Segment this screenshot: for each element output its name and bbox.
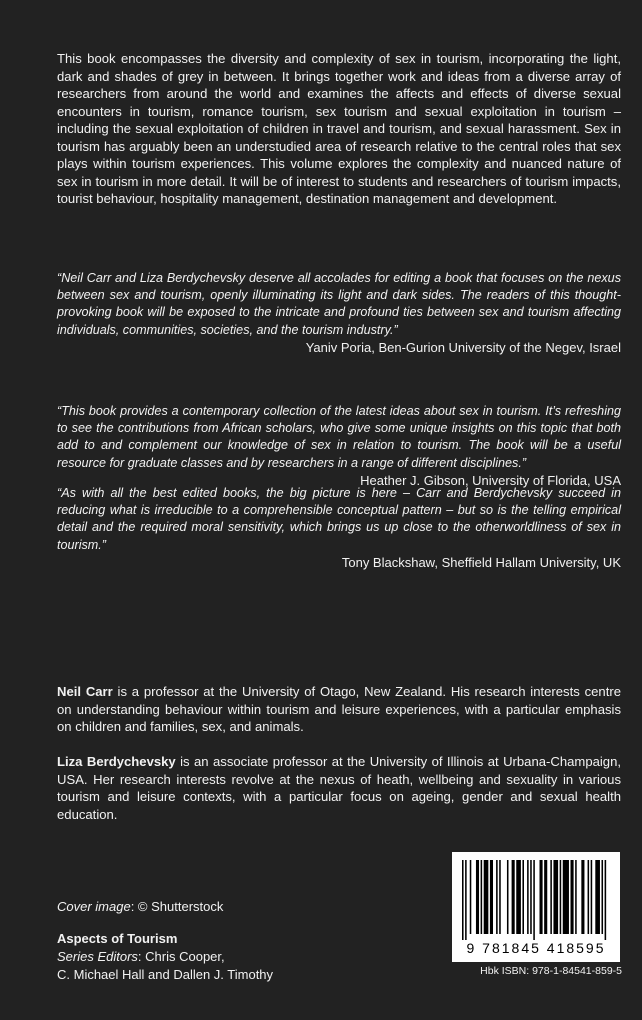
editor-bio-2 xyxy=(57,753,621,823)
editor-bio-1 xyxy=(57,683,621,736)
series-editors-line1: : Chris Cooper, xyxy=(137,949,225,964)
barcode-bar xyxy=(484,860,489,934)
barcode-bar xyxy=(522,860,524,934)
endorsement-quote: “This book provides a contemporary collection of the latest ideas about sex in tourism. It’s refreshing to see the contributions from African scholars, who give some unique insights on this topic that both add to and complement our knowledge of sex in relation to tourism. The book will be a useful resource for graduate classes and by researchers in a range of different disciplines.” xyxy=(57,404,621,470)
barcode-bar xyxy=(465,860,467,940)
editor-bio-text: is a professor at the University of Otago, New Zealand. His research interests centre on understanding behaviour within tourism and leisure experiences, with a particular emphasis on children and families, sex, and animals. xyxy=(57,684,621,734)
barcode-bar xyxy=(512,860,515,934)
barcode-bar xyxy=(476,860,479,934)
isbn-label: Hbk ISBN: 978-1-84541-859-5 xyxy=(480,965,622,977)
barcode-bar xyxy=(591,860,593,934)
series-editors xyxy=(57,948,357,966)
credits-block xyxy=(57,898,357,984)
barcode-bar xyxy=(462,860,464,940)
barcode-bar xyxy=(563,860,569,934)
barcode-bar xyxy=(553,860,558,934)
cover-image-credit xyxy=(57,898,357,916)
barcode-bar xyxy=(516,860,521,934)
book-blurb: This book encompasses the diversity and complexity of sex in tourism, incorporating the light, dark and shades of grey in between. It brings together work and ideas from a diverse array of researchers from around the world and examines the affects and effects of diverse sexual encounters in tourism, romance tourism, sex tourism and sexual exploitation in tourism – including the sexual exploitation of children in travel and tourism, and sexual harassment. Sex in tourism has arguably been an understudied area of research relative to the central roles that sex plays within tourism experiences. This volume explores the complexity and nuanced nature of sex in tourism in more detail. It will be of interest to students and researchers of tourism impacts, tourist behaviour, hospitality management, destination management and development. xyxy=(57,51,621,206)
barcode-bar xyxy=(602,860,604,934)
endorsement-quote: “Neil Carr and Liza Berdychevsky deserve all accolades for editing a book that focuses on the nexus between sex and tourism, openly illuminating its light and dark sides. The readers of this thought-provoking book will be exposed to the intricate and profound ties between sex and tourism affecting individuals, communities, societies, and the tourism industry.” xyxy=(57,271,621,337)
barcode-bar xyxy=(499,860,501,934)
barcode-bar xyxy=(530,860,532,934)
barcode-bar xyxy=(595,860,600,934)
barcode-bar xyxy=(560,860,562,934)
barcode-bar xyxy=(527,860,529,934)
barcode-bar xyxy=(571,860,574,934)
endorsement-2 xyxy=(57,403,621,489)
barcode-bar xyxy=(575,860,577,934)
barcode-digits: 9 781845 418595 xyxy=(466,940,606,956)
barcode xyxy=(452,852,620,962)
barcode-bar xyxy=(481,860,483,934)
editor-name: Liza Berdychevsky xyxy=(57,754,176,769)
endorsement-3 xyxy=(57,485,621,571)
endorsement-attribution: Yaniv Poria, Ben-Gurion University of the Negev, Israel xyxy=(305,339,621,355)
barcode-bar xyxy=(470,860,472,934)
series-editors-line2: C. Michael Hall and Dallen J. Timothy xyxy=(57,967,274,982)
editor-name: Neil Carr xyxy=(57,684,113,699)
endorsement-quote: “As with all the best edited books, the big picture is here – Carr and Berdychevsky succeed in reducing what is irreducible to a comprehensible conceptual pattern – but so is the telling empirical detail and the required moral sensitivity, which brings us up close to the otherworldliness of sex in tourism.” xyxy=(57,486,621,552)
series-title: Aspects of Tourism xyxy=(57,931,178,946)
endorsement-attribution: Heather J. Gibson, University of Florida, USA xyxy=(360,472,621,488)
cover-image-value: : © Shutterstock xyxy=(130,899,224,914)
barcode-bar xyxy=(496,860,498,934)
barcode-bar xyxy=(490,860,493,934)
barcode-bar xyxy=(533,860,535,940)
series-editors-label: Series Editors xyxy=(57,949,138,964)
barcode-bar xyxy=(544,860,547,934)
barcode-bar xyxy=(581,860,584,934)
endorsement-1 xyxy=(57,270,621,356)
editor-bio-text: is an associate professor at the University of Illinois at Urbana-Champaign, USA. Her research interests revolve at the nexus of heath, wellbeing and sexuality in various tourism and leisure contexts, with a particular focus on ageing, gender and sexual health education. xyxy=(57,754,621,822)
barcode-bar xyxy=(540,860,543,934)
cover-image-label: Cover image xyxy=(57,899,131,914)
barcode-bar xyxy=(550,860,552,934)
barcode-bars xyxy=(452,852,620,942)
endorsement-attribution: Tony Blackshaw, Sheffield Hallam University, UK xyxy=(341,554,621,570)
barcode-bar xyxy=(605,860,607,940)
barcode-bar xyxy=(507,860,509,934)
barcode-bar xyxy=(588,860,590,934)
